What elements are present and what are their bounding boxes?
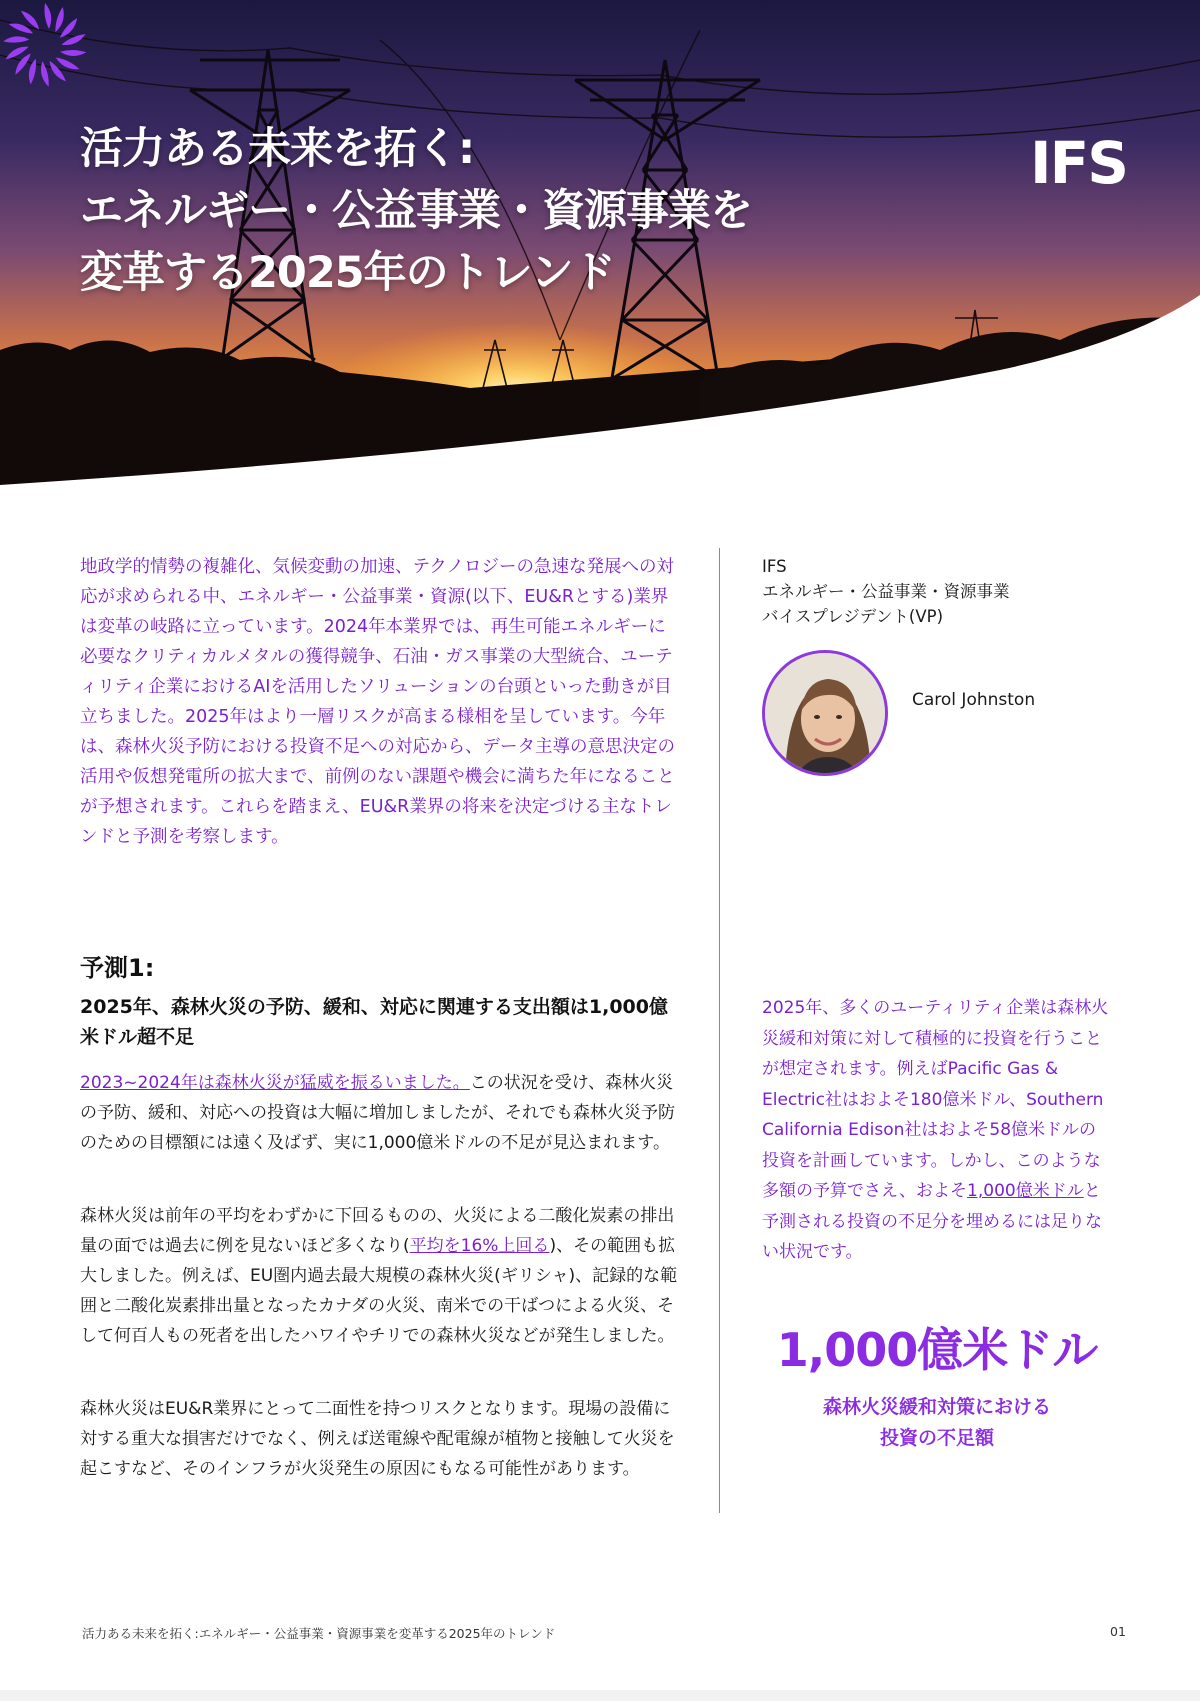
hero-title-line-1: 活力ある未来を拓く: [80, 124, 475, 174]
stat-caption [762, 1392, 1112, 1454]
prediction-paragraph-2 [80, 1201, 680, 1351]
prediction-headline: 2025年、森林火災の予防、緩和、対応に関連する支出額は1,000億米ドル超不足 [80, 996, 668, 1048]
emissions-16-percent-link[interactable]: 平均を16%上回る [409, 1236, 550, 1256]
sidebar-paragraph [762, 993, 1112, 1268]
ifs-logo-swirl-icon [0, 0, 90, 90]
bottom-edge [0, 1690, 1200, 1701]
stat-caption-line-2: 投資の不足額 [879, 1427, 994, 1449]
author-portrait-photo [765, 653, 888, 776]
prediction-label: 予測1: [80, 954, 155, 982]
sidebar-text-post: と予測される投資の不足分を埋めるには足りない状況です。 [762, 1181, 1102, 1262]
author-org: IFS [762, 557, 787, 576]
author-name: Carol Johnston [912, 690, 1036, 710]
author-avatar [762, 650, 888, 776]
hero-banner [0, 0, 1200, 500]
author-meta [762, 554, 1010, 629]
page-number: 01 [1110, 1624, 1126, 1639]
footer-title: 活力ある未来を拓く:エネルギー・公益事業・資源事業を変革する2025年のトレンド [82, 1626, 556, 1641]
prediction-paragraph-3: 森林火災はEU&R業界にとって二面性を持つリスクとなります。現場の設備に対する重大な損害だけでなく、例えば送電線や配電線が植物と接触して火災を起こすなど、そのインフラが火災発生の原因にもなる可能性があります。 [80, 1399, 675, 1479]
stat-caption-line-1: 森林火災緩和対策における [822, 1396, 1051, 1418]
sidebar-text-pre: 2025年、多くのユーティリティ企業は森林火災緩和対策に対して積極的に投資を行うことが想定されます。例えばPacific Gas & Electric社はおよそ180億米ドル、Southern California Edison社はおよそ58億米ドルの投資を計画しています。しかし、このような多額の予算でさえ、およそ [762, 998, 1109, 1201]
author-division: エネルギー・公益事業・資源事業 [762, 582, 1010, 601]
stat-value: 1,000億米ドル [776, 1323, 1098, 1377]
hero-title-line-2: エネルギー・公益事業・資源事業を [80, 186, 752, 236]
author-role: バイスプレジデント(VP) [762, 607, 944, 626]
ifs-logo-text: IFS [1030, 129, 1127, 197]
hero-title [80, 118, 840, 304]
paragraph-2-text-pre: 森林火災は前年の平均をわずかに下回るものの、火災による二酸化炭素の排出量の面では過去に例を見ないほど多くなり( [80, 1206, 675, 1256]
column-divider [719, 548, 720, 1513]
hero-title-line-3: 変革する2025年のトレンド [80, 248, 615, 298]
intro-paragraph: 地政学的情勢の複雑化、気候変動の加速、テクノロジーの急速な発展への対応が求められる中、エネルギー・公益事業・資源(以下、EU&Rとする)業界は変革の岐路に立っています。2024年本業界では、再生可能エネルギーに必要なクリティカルメタルの獲得競争、石油・ガス事業の大型統合、ユーティリティ企業におけるAIを活用したソリューションの台頭といった動きが目立ちました。2025年はより一層リスクが高まる様相を呈しています。今年は、森林火災予防における投資不足への対応から、データ主導の意思決定の活用や仮想発電所の拡大まで、前例のない課題や機会に満ちた年になることが予想されます。これらを踏まえ、EU&R業界の将来を決定づける主なトレンドと予測を考察します。 [80, 557, 675, 847]
prediction-paragraph-1 [80, 1068, 680, 1158]
wildfire-2023-2024-link[interactable]: 2023~2024年は森林火災が猛威を振るいました。 [80, 1073, 470, 1093]
paragraph-1-text: この状況を受け、森林火災の予防、緩和、対応への投資は大幅に増加しましたが、それでも森林火災予防のための目標額には遠く及ばず、実に1,000億米ドルの不足が見込まれます。 [80, 1073, 675, 1153]
investment-gap-link[interactable]: 1,000億米ドル [967, 1181, 1084, 1201]
paragraph-2-text-post: )、その範囲も拡大しました。例えば、EU圏内過去最大規模の森林火災(ギリシャ)、記録的な範囲と二酸化炭素排出量となったカナダの火災、南米での干ばつによる火災、そして何百人もの死者を出したハワイやチリでの森林火災などが発生しました。 [80, 1236, 678, 1346]
